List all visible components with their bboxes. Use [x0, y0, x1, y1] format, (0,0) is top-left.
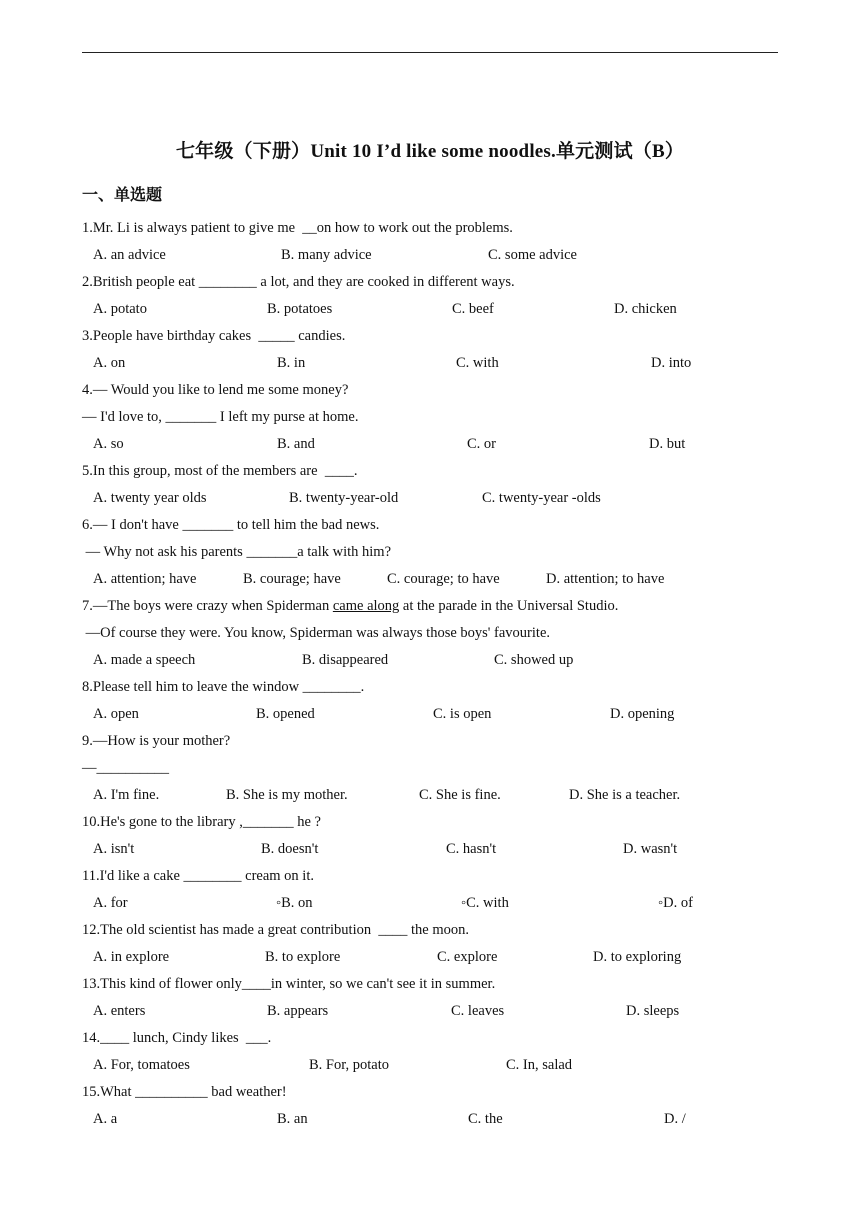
question-4: 4.— Would you like to lend me some money?	[82, 382, 349, 398]
question-3: 3.People have birthday cakes _____ candies.	[82, 328, 346, 344]
q7-option-b[interactable]: B. disappeared	[302, 652, 389, 668]
q15-option-b[interactable]: B. an	[277, 1111, 308, 1127]
question-7	[82, 598, 618, 615]
q11-option-b[interactable]: ◦B. on	[276, 895, 313, 911]
question-14: 14.____ lunch, Cindy likes ___.	[82, 1030, 272, 1046]
question-6: 6.— I don't have _______ to tell him the bad news.	[82, 517, 380, 533]
q4-option-c[interactable]: C. or	[467, 436, 496, 452]
q2-option-d[interactable]: D. chicken	[614, 301, 677, 317]
q13-option-c[interactable]: C. leaves	[451, 1003, 505, 1019]
q7-text-post: at the parade in the Universal Studio.	[399, 598, 619, 614]
q11-option-d[interactable]: ◦D. of	[658, 895, 693, 911]
q5-option-b[interactable]: B. twenty-year-old	[289, 490, 399, 506]
question-13: 13.This kind of flower only____in winter, so we can't see it in summer.	[82, 976, 496, 992]
question-12: 12.The old scientist has made a great contribution ____ the moon.	[82, 922, 469, 938]
q4-option-a[interactable]: A. so	[93, 436, 124, 452]
question-6-reply: — Why not ask his parents _______a talk with him?	[82, 544, 392, 560]
q8-option-b[interactable]: B. opened	[256, 706, 315, 722]
page-title: 七年级（下册）Unit 10 I’d like some noodles.单元测试（B）	[175, 141, 685, 162]
q13-option-d[interactable]: D. sleeps	[626, 1003, 680, 1019]
question-11: 11.I'd like a cake ________ cream on it.	[82, 868, 314, 884]
q11-option-c[interactable]: ◦C. with	[461, 895, 509, 911]
question-1: 1.Mr. Li is always patient to give me __on how to work out the problems.	[82, 220, 513, 236]
q12-option-d[interactable]: D. to exploring	[593, 949, 682, 965]
q3-option-d[interactable]: D. into	[651, 355, 692, 371]
question-10: 10.He's gone to the library ,_______ he ?	[82, 814, 321, 830]
q4-option-d[interactable]: D. but	[649, 436, 686, 452]
q3-option-c[interactable]: C. with	[456, 355, 499, 371]
q10-option-c[interactable]: C. hasn't	[446, 841, 497, 857]
q9-option-c[interactable]: C. She is fine.	[419, 787, 501, 803]
q10-option-b[interactable]: B. doesn't	[261, 841, 319, 857]
q15-option-c[interactable]: C. the	[468, 1111, 503, 1127]
q9-option-b[interactable]: B. She is my mother.	[226, 787, 348, 803]
q8-option-a[interactable]: A. open	[93, 706, 139, 722]
question-4-reply: — I'd love to, _______ I left my purse at home.	[82, 409, 359, 425]
q5-option-c[interactable]: C. twenty-year -olds	[482, 490, 601, 506]
q3-option-b[interactable]: B. in	[277, 355, 306, 371]
q7-option-c[interactable]: C. showed up	[494, 652, 574, 668]
q8-option-c[interactable]: C. is open	[433, 706, 492, 722]
question-9: 9.—How is your mother?	[82, 733, 231, 749]
question-8: 8.Please tell him to leave the window ________.	[82, 679, 365, 695]
q11-option-a[interactable]: A. for	[93, 895, 128, 911]
q9-option-d[interactable]: D. She is a teacher.	[569, 787, 681, 803]
q12-option-a[interactable]: A. in explore	[93, 949, 170, 965]
q6-option-d[interactable]: D. attention; to have	[546, 571, 665, 587]
question-15: 15.What __________ bad weather!	[82, 1084, 287, 1100]
q6-option-c[interactable]: C. courage; to have	[387, 571, 500, 587]
q8-option-d[interactable]: D. opening	[610, 706, 675, 722]
q13-option-a[interactable]: A. enters	[93, 1003, 146, 1019]
q9-option-a[interactable]: A. I'm fine.	[93, 787, 160, 803]
q7-text-pre: 7.—The boys were crazy when Spiderman	[82, 598, 333, 614]
q1-option-c[interactable]: C. some advice	[488, 247, 577, 263]
q10-option-d[interactable]: D. wasn't	[623, 841, 678, 857]
question-7-reply: —Of course they were. You know, Spiderman was always those boys' favourite.	[82, 625, 551, 641]
section-heading: 一、单选题	[82, 185, 163, 204]
q3-option-a[interactable]: A. on	[93, 355, 126, 371]
question-5: 5.In this group, most of the members are ____.	[82, 463, 358, 479]
q5-option-a[interactable]: A. twenty year olds	[93, 490, 207, 506]
q12-option-c[interactable]: C. explore	[437, 949, 498, 965]
q1-option-b[interactable]: B. many advice	[281, 247, 372, 263]
q14-option-c[interactable]: C. In, salad	[506, 1057, 573, 1073]
q2-option-b[interactable]: B. potatoes	[267, 301, 333, 317]
q14-option-a[interactable]: A. For, tomatoes	[93, 1057, 190, 1073]
q14-option-b[interactable]: B. For, potato	[309, 1057, 389, 1073]
q12-option-b[interactable]: B. to explore	[265, 949, 341, 965]
q1-option-a[interactable]: A. an advice	[93, 247, 166, 263]
question-2: 2.British people eat ________ a lot, and they are cooked in different ways.	[82, 274, 515, 290]
q7-underlined-phrase: came along	[332, 598, 400, 614]
question-9-reply: —__________	[82, 760, 169, 776]
q7-option-a[interactable]: A. made a speech	[93, 652, 196, 668]
q4-option-b[interactable]: B. and	[277, 436, 315, 452]
q2-option-c[interactable]: C. beef	[452, 301, 494, 317]
q6-option-a[interactable]: A. attention; have	[93, 571, 197, 587]
q13-option-b[interactable]: B. appears	[267, 1003, 329, 1019]
q15-option-a[interactable]: A. a	[93, 1111, 118, 1127]
q10-option-a[interactable]: A. isn't	[93, 841, 135, 857]
q2-option-a[interactable]: A. potato	[93, 301, 147, 317]
header-rule	[82, 52, 778, 53]
q6-option-b[interactable]: B. courage; have	[243, 571, 341, 587]
q15-option-d[interactable]: D. /	[664, 1111, 686, 1127]
